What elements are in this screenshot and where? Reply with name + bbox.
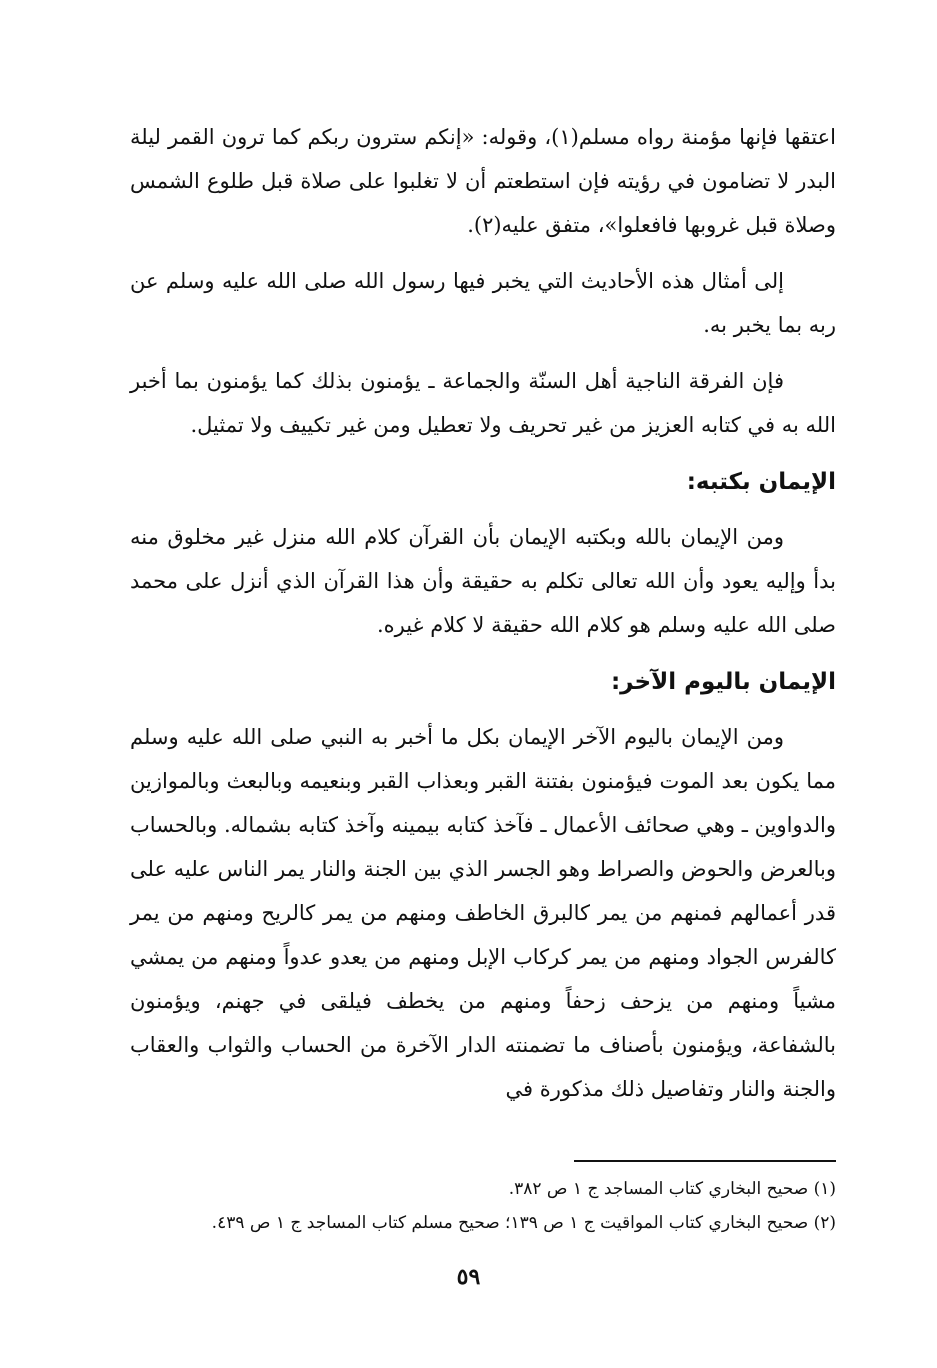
page-body — [130, 115, 836, 1123]
page-number: ٥٩ — [456, 1264, 481, 1290]
heading-belief-in-last-day: الإيمان باليوم الآخر: — [610, 669, 836, 695]
paragraph-hadith: اعتقها فإنها مؤمنة رواه مسلم(١)، وقوله: «إنكم سترون ربكم كما ترون القمر ليلة البدر لا تضامون في رؤيته فإن استطعتم أن لا تغلبوا على صلاة قبل طلوع الشمس وصلاة قبل غروبها فافعلوا»، متفق عليه(٢). — [130, 125, 836, 237]
paragraph-hadith-summary: إلى أمثال هذه الأحاديث التي يخبر فيها رسول الله صلى الله عليه وسلم عن ربه بما يخبر به. — [130, 269, 836, 337]
footnote-1: (١) صحيح البخاري كتاب المساجد ج ١ ص ٣٨٢. — [508, 1179, 836, 1199]
paragraph-belief-in-last-day: ومن الإيمان باليوم الآخر الإيمان بكل ما أخبر به النبي صلى الله عليه وسلم مما يكون بعد الموت فيؤمنون بفتنة القبر وبعذاب القبر وبنعيمه وبالبعث وبالموازين والدواوين ـ وهي صحائف الأعمال ـ فآخذ كتابه بيمينه وآخذ كتابه بشماله. وبالحساب وبالعرض والحوض والصراط وهو الجسر الذي بين الجنة والنار يمر الناس عليه على قدر أعمالهم فمنهم من يمر كالبرق الخاطف ومنهم من يمر كالريح ومنهم من يمر كالفرس الجواد ومنهم من يمر كركاب الإبل ومنهم من يعدو عدواً ومنهم من يمشي مشياً ومنهم من يزحف زحفاً ومنهم من يخطف فيلقى في جهنم، ويؤمنون بالشفاعة، ويؤمنون بأصناف ما تضمنته الدار الآخرة من الحساب والثواب والعقاب والجنة والنار وتفاصيل ذلك مذكورة في — [130, 725, 836, 1101]
paragraph-belief-in-books: ومن الإيمان بالله وبكتبه الإيمان بأن القرآن كلام الله منزل غير مخلوق منه بدأ وإليه يعود وأن الله تعالى تكلم به حقيقة وأن هذا القرآن الذي أنزل على محمد صلى الله عليه وسلم هو كلام الله حقيقة لا كلام غيره. — [130, 525, 836, 637]
footnote-divider — [574, 1160, 836, 1162]
paragraph-saved-sect: فإن الفرقة الناجية أهل السنّة والجماعة ـ يؤمنون بذلك كما يؤمنون بما أخبر الله به في كتابه العزيز من غير تحريف ولا تعطيل ومن غير تكييف ولا تمثيل. — [130, 369, 836, 437]
heading-belief-in-books: الإيمان بكتبه: — [686, 469, 836, 495]
footnotes — [130, 1172, 836, 1240]
footnote-2: (٢) صحيح البخاري كتاب المواقيت ج ١ ص ١٣٩؛ صحيح مسلم كتاب المساجد ج ١ ص ٤٣٩. — [211, 1213, 836, 1233]
